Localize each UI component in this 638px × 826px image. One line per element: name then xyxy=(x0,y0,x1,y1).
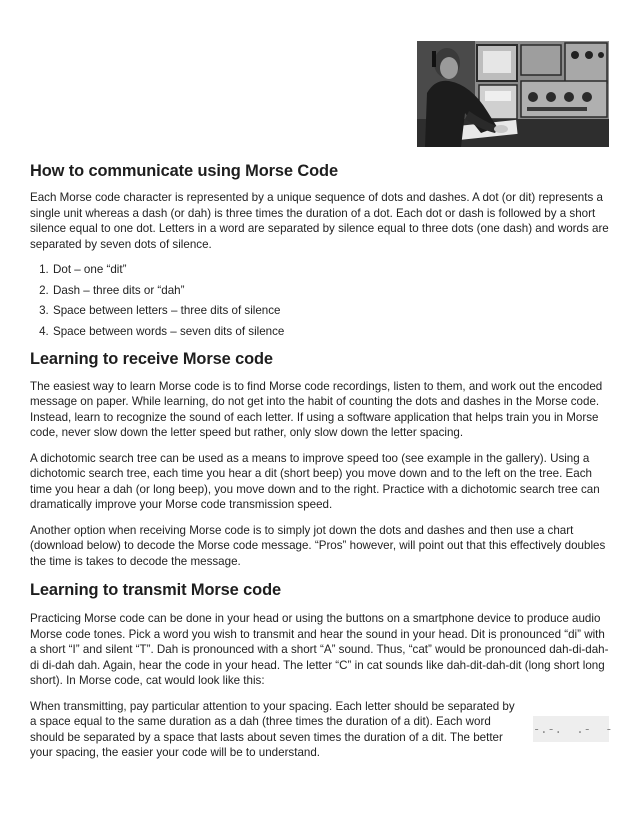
receive-paragraph-2: A dichotomic search tree can be used as a means to improve speed too (see example in the gallery). Using a dichotomic search tree, each time you hear a dit (short beep) you move down and to the left on the tree. Each time you hear a dah (or long beep), you move down and to the right. Practice with a dichotomic search tree can dramatically improve your Morse code transmission speed. xyxy=(30,451,600,512)
list-item: 2. Dash – three dits or “dah” xyxy=(52,283,610,299)
radio-operator-photo xyxy=(417,41,609,147)
list-item: 4. Space between words – seven dits of silence xyxy=(52,324,610,340)
morse-timing-list xyxy=(30,262,610,340)
receive-paragraph-3: Another option when receiving Morse code is to simply jot down the dots and dashes and then use a chart (download below) to decode the Morse code message. “Pros” however, will point out that this effectively doubles the time is takes to decode the message. xyxy=(30,523,606,568)
list-item: 1. Dot – one “dit” xyxy=(52,262,610,278)
transmit-paragraph-1: Practicing Morse code can be done in your head or using the buttons on a smartphone device to produce audio Morse code tones. Pick a word you wish to transmit and hear the sound in your head. Dit is pronounced “di” with a short “I” and silent “T”. Dah is pronounced with a short “A” sound. Thus, “cat” would be pronounced dah-di-dah-di di-dah dah. Again, hear the code in your head. The letter “C” in cat sounds like dah-dit-dah-dit (long short long short). In Morse code, cat would look like this: xyxy=(30,612,609,688)
section-heading-transmit: Learning to transmit Morse code xyxy=(30,581,281,600)
morse-example-cat: -.-. .- - xyxy=(533,716,609,742)
receive-paragraph-1: The easiest way to learn Morse code is to find Morse code recordings, listen to them, and work out the encoded message on paper. While learning, do not get into the habit of counting the dots and dashes in the Morse code. Instead, learn to recognize the sound of each letter. If using a software application that helps train you in Morse code, never slow down the letter speed but rather, only slow down the letter spacing. xyxy=(30,379,603,440)
list-item: 3. Space between letters – three dits of silence xyxy=(52,303,610,319)
section-heading-communicate: How to communicate using Morse Code xyxy=(30,162,338,180)
article-content xyxy=(30,156,610,761)
transmit-paragraph-2: When transmitting, pay particular attention to your spacing. Each letter should be separated by a space equal to the same duration as a dah (three times the duration of a dit). Each word should be separated by a space that lasts about seven times the duration of a dit. The better your spacing, the easier your code will be to understand. xyxy=(30,699,515,760)
section-heading-receive: Learning to receive Morse code xyxy=(30,349,273,368)
intro-paragraph: Each Morse code character is represented by a unique sequence of dots and dashes. A dot (or dit) represents a single unit whereas a dash (or dah) is three times the duration of a dot. Each dot or dash is followed by a short silence equal to one dot. Letters in a word are separated by silence equal to three dots (one dash) and words are separated by seven dots of silence. xyxy=(30,191,609,251)
